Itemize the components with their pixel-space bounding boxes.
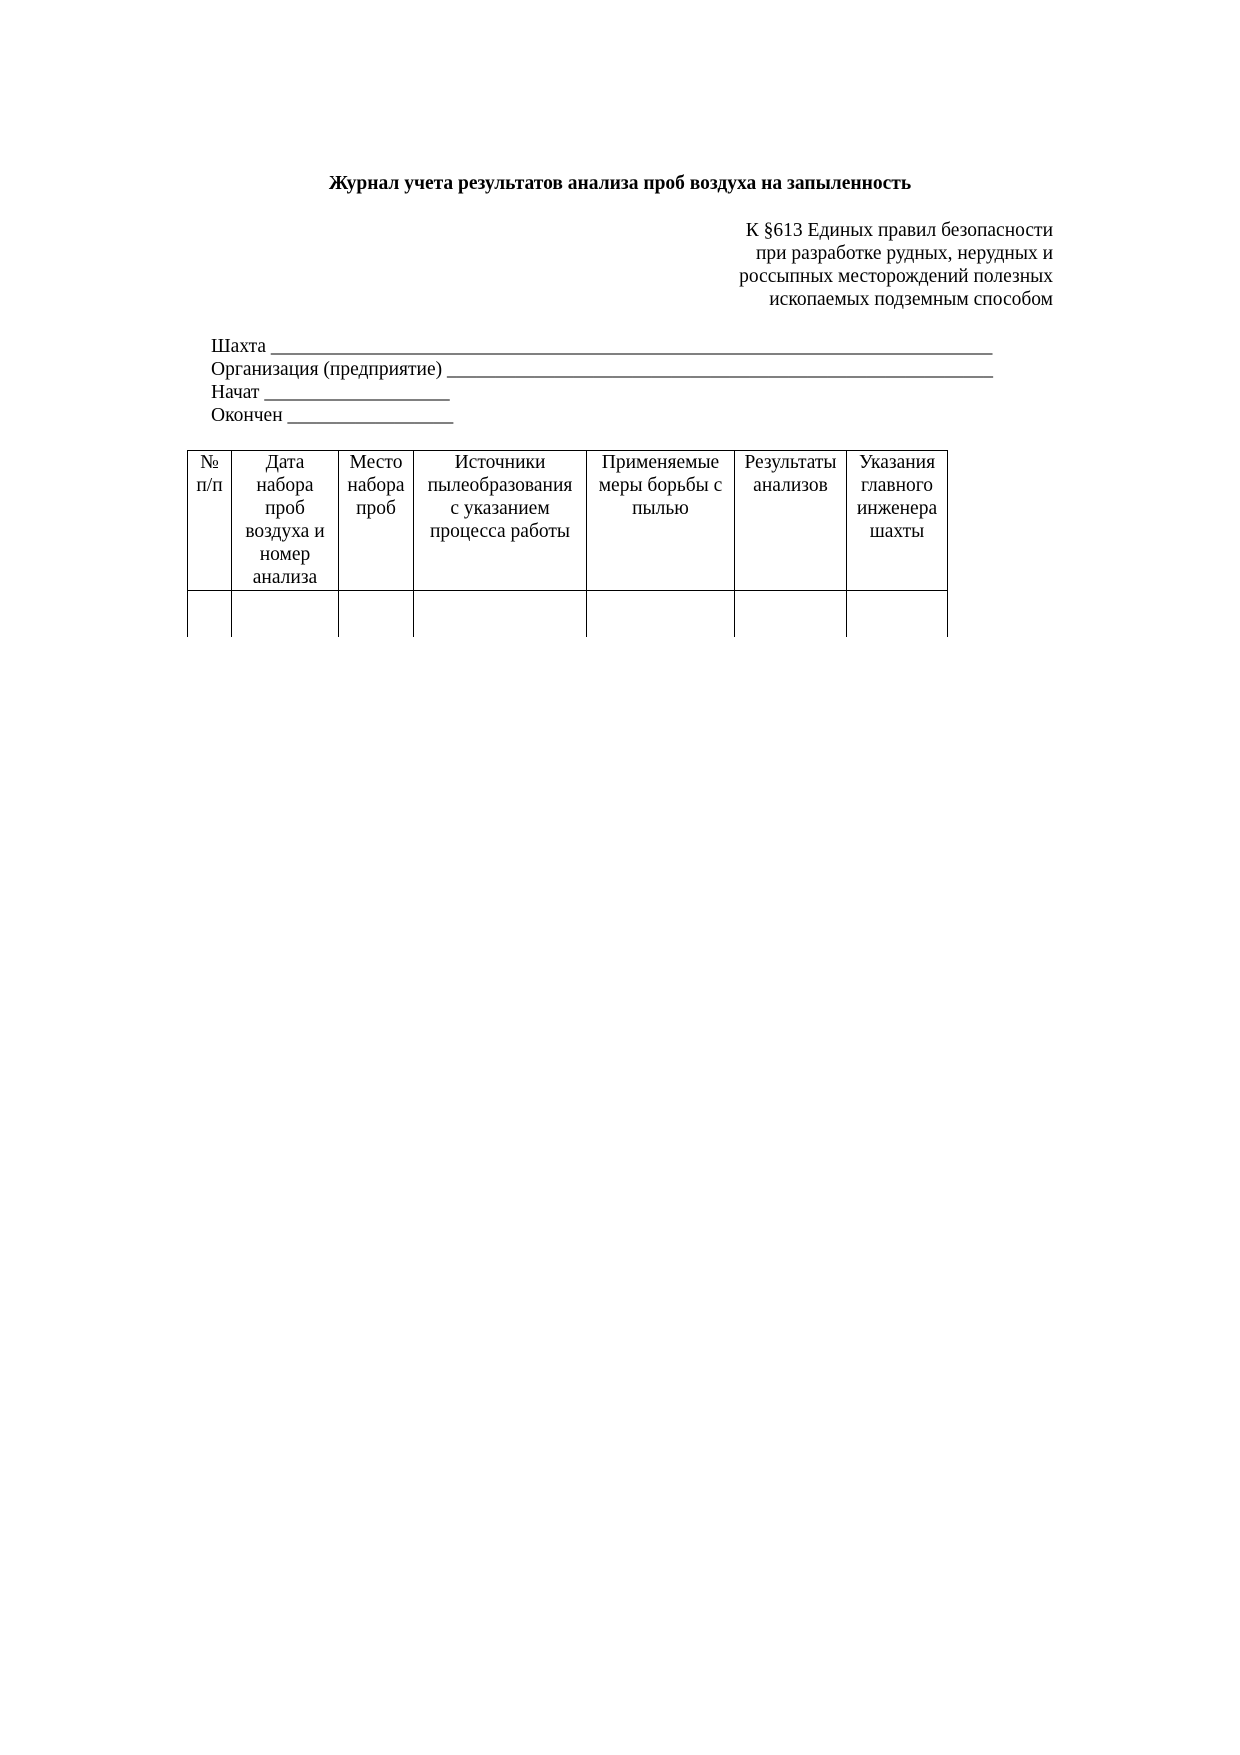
reference-line: ископаемых подземным способом [769, 289, 1053, 310]
reference-line: при разработке рудных, нерудных и [755, 243, 1053, 264]
field-label-started: Начат [211, 382, 260, 403]
table-cell[interactable] [232, 591, 339, 638]
column-header-number [188, 451, 232, 591]
field-label-mine: Шахта [211, 336, 267, 357]
header-line: проб [265, 498, 305, 519]
header-line: воздуха и [245, 521, 325, 542]
header-line: Результаты [744, 452, 837, 473]
header-line: набора [256, 475, 314, 496]
header-fields [211, 335, 993, 427]
column-header-sampling-date [232, 451, 339, 591]
header-line: Указания [858, 452, 936, 473]
header-line: анализов [753, 475, 828, 496]
journal-table [187, 450, 948, 637]
header-line: с указанием [450, 498, 550, 519]
table-cell[interactable] [847, 591, 948, 638]
regulation-reference [739, 219, 1053, 311]
reference-line: К §613 Единых правил безопасности [745, 220, 1053, 241]
field-label-finished: Окончен [211, 405, 283, 426]
header-line: меры борьбы с [598, 475, 723, 496]
reference-line: россыпных месторождений полезных [739, 266, 1053, 287]
field-mine [211, 335, 993, 358]
header-line: № [200, 452, 219, 473]
header-line: шахты [869, 521, 925, 542]
field-blank-started[interactable]: ___________________ [264, 382, 450, 403]
header-line: главного [860, 475, 934, 496]
field-blank-organization[interactable]: ________________________________________________________ [447, 359, 993, 380]
header-line: Место [349, 452, 403, 473]
column-header-sampling-place [339, 451, 414, 591]
table-cell[interactable] [188, 591, 232, 638]
field-organization [211, 358, 993, 381]
header-line: анализа [252, 567, 318, 588]
table-cell[interactable] [587, 591, 735, 638]
column-header-dust-measures [587, 451, 735, 591]
document-title: Журнал учета результатов анализа проб воздуха на запыленность [328, 173, 912, 194]
header-line: процесса работы [429, 521, 571, 542]
table-cell[interactable] [735, 591, 847, 638]
table-header-row [188, 451, 948, 591]
header-line: пылью [632, 498, 689, 519]
header-line: Дата [265, 452, 305, 473]
header-line: набора [347, 475, 405, 496]
field-finished [211, 404, 993, 427]
column-header-dust-sources [414, 451, 587, 591]
table-cell[interactable] [414, 591, 587, 638]
header-line: номер [259, 544, 311, 565]
column-header-analysis-results [735, 451, 847, 591]
field-blank-finished[interactable]: _________________ [287, 405, 454, 426]
table-cell[interactable] [339, 591, 414, 638]
field-blank-mine[interactable]: __________________________________________________________________________ [270, 336, 993, 357]
table-row [188, 591, 948, 638]
header-line: проб [356, 498, 396, 519]
header-line: инженера [856, 498, 938, 519]
header-line: пылеобразования [427, 475, 573, 496]
field-started [211, 381, 993, 404]
column-header-engineer-instructions [847, 451, 948, 591]
header-line: Источники [454, 452, 546, 473]
field-label-organization: Организация (предприятие) [211, 359, 443, 380]
header-line: п/п [196, 475, 223, 496]
header-line: Применяемые [601, 452, 720, 473]
